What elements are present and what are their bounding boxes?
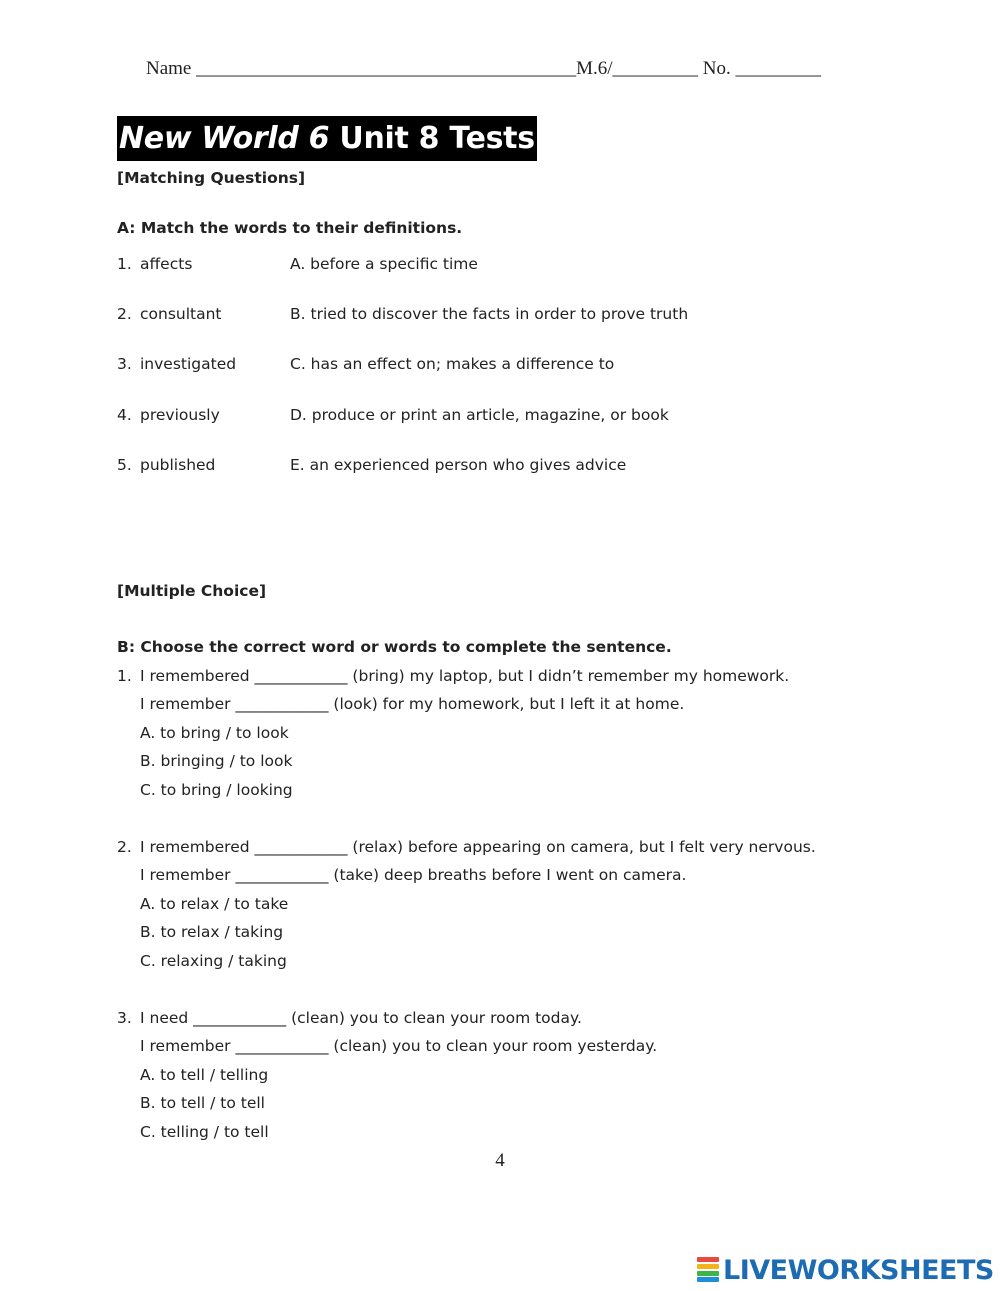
logo-mark-icon [697, 1257, 719, 1283]
question-num: 2. [117, 838, 132, 856]
match-num: 5. [117, 456, 132, 474]
question-num: 3. [117, 1009, 132, 1027]
match-num: 2. [117, 305, 132, 323]
option-b[interactable]: B. to relax / taking [140, 923, 284, 941]
question-line-2: I remember ____________ (take) deep breaths before I went on camera. [140, 866, 687, 884]
logo-bar [697, 1257, 719, 1262]
option-b[interactable]: B. bringing / to look [140, 752, 293, 770]
logo-bar [697, 1277, 719, 1282]
logo-text: LIVEWORKSHEETS [723, 1254, 994, 1286]
title-rest: Unit 8 Tests [329, 121, 535, 156]
question-line-1: I remembered ____________ (relax) before appearing on camera, but I felt very nervous. [140, 838, 816, 856]
question-num: 1. [117, 667, 132, 685]
match-num: 1. [117, 255, 132, 273]
match-word: consultant [140, 305, 222, 323]
section-a-instruction: A: Match the words to their definitions. [117, 219, 463, 237]
match-word: previously [140, 406, 220, 424]
section-a-heading: [Matching Questions] [117, 169, 306, 187]
section-b-heading: [Multiple Choice] [117, 582, 267, 600]
section-b-instruction: B: Choose the correct word or words to complete the sentence. [117, 638, 672, 656]
match-definition: E. an experienced person who gives advice [290, 456, 627, 474]
title-italic: New World 6 [119, 121, 330, 156]
match-definition: B. tried to discover the facts in order to prove truth [290, 305, 689, 323]
match-word: published [140, 456, 216, 474]
page-number: 4 [495, 1150, 505, 1171]
option-a[interactable]: A. to bring / to look [140, 724, 289, 742]
question-line-1: I need ____________ (clean) you to clean your room today. [140, 1009, 582, 1027]
option-b[interactable]: B. to tell / to tell [140, 1094, 265, 1112]
liveworksheets-logo[interactable] [697, 1254, 994, 1286]
option-a[interactable]: A. to relax / to take [140, 895, 289, 913]
page-title [117, 116, 537, 161]
option-c[interactable]: C. to bring / looking [140, 781, 293, 799]
student-info-line: Name ________________________________________M.6/_________ No. _________ [146, 58, 822, 79]
match-word: affects [140, 255, 193, 273]
option-a[interactable]: A. to tell / telling [140, 1066, 269, 1084]
question-line-1: I remembered ____________ (bring) my laptop, but I didn’t remember my homework. [140, 667, 790, 685]
match-definition: A. before a specific time [290, 255, 478, 273]
match-definition: D. produce or print an article, magazine, or book [290, 406, 669, 424]
match-num: 3. [117, 355, 132, 373]
logo-bar [697, 1271, 719, 1276]
match-word: investigated [140, 355, 237, 373]
option-c[interactable]: C. relaxing / taking [140, 952, 287, 970]
match-definition: C. has an effect on; makes a difference to [290, 355, 615, 373]
match-num: 4. [117, 406, 132, 424]
option-c[interactable]: C. telling / to tell [140, 1123, 269, 1141]
question-line-2: I remember ____________ (clean) you to clean your room yesterday. [140, 1037, 658, 1055]
question-line-2: I remember ____________ (look) for my homework, but I left it at home. [140, 695, 685, 713]
logo-bar [697, 1264, 719, 1269]
